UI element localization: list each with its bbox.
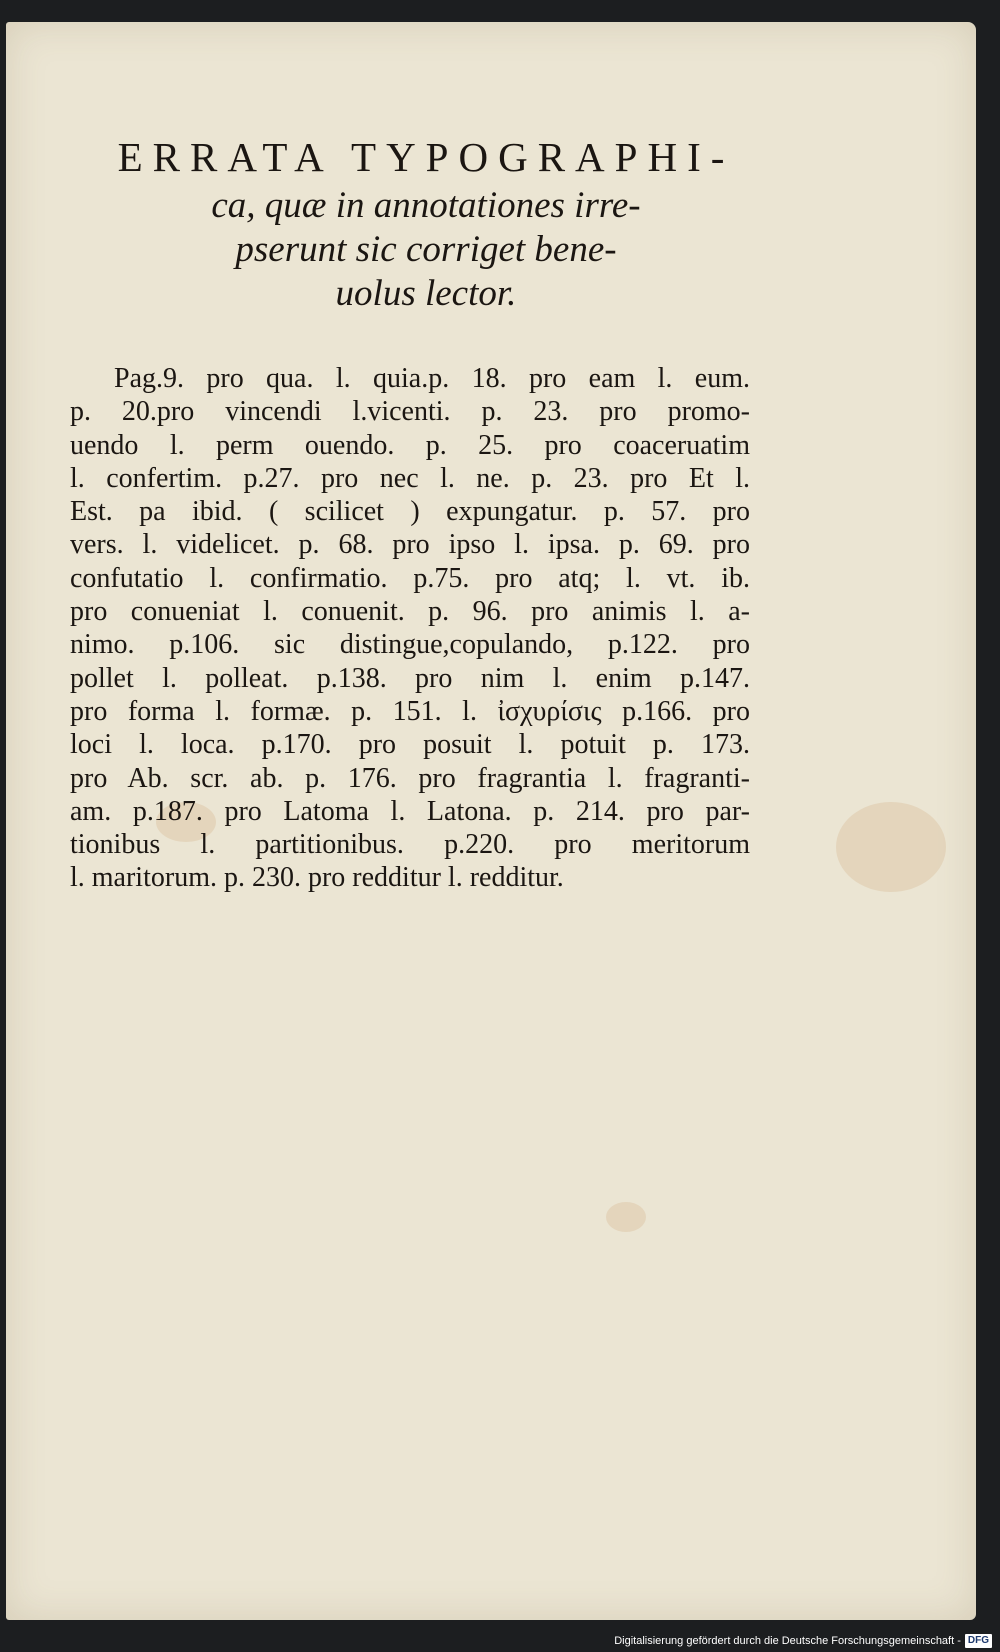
errata-heading — [36, 130, 816, 316]
text-line: pro conueniat l. conuenit. p. 96. pro animis l. a- — [70, 596, 750, 628]
heading-line: ERRATA TYPOGRAPHI- — [117, 134, 735, 180]
text-line: confutatio l. confirmatio. p.75. pro atq; l. vt. ib. — [70, 562, 750, 594]
text-line: loci l. loca. p.170. pro posuit l. potuit p. 173. — [70, 729, 750, 761]
text-line: l. confertim. p.27. pro nec l. ne. p. 23. pro Et l. — [70, 462, 750, 494]
text-line: p. 20.pro vincendi l.vicenti. p. 23. pro promo- — [70, 396, 750, 428]
text-line: vers. l. videlicet. p. 68. pro ipso l. ipsa. p. 69. pro — [70, 529, 750, 561]
text-line: pro Ab. scr. ab. p. 176. pro fragrantia l. fragranti- — [70, 762, 750, 794]
paper-stain — [836, 802, 946, 892]
credit-text: Digitalisierung gefördert durch die Deutsche Forschungsgemeinschaft - — [614, 1635, 961, 1647]
dfg-logo: DFG — [965, 1634, 992, 1648]
digitization-credit — [614, 1633, 992, 1649]
paper-stain — [606, 1202, 646, 1232]
text-line: uendo l. perm ouendo. p. 25. pro coaceruatim — [70, 429, 750, 461]
text-line: tionibus l. partitionibus. p.220. pro meritorum — [70, 829, 750, 861]
heading-line: pserunt sic corriget bene- — [235, 229, 617, 270]
errata-text — [70, 362, 750, 895]
text-line: nimo. p.106. sic distingue,copulando, p.122. pro — [70, 629, 750, 661]
book-page — [6, 22, 976, 1620]
text-line: l. maritorum. p. 230. pro redditur l. redditur. — [70, 862, 564, 894]
text-line: am. p.187. pro Latoma l. Latona. p. 214. pro par- — [70, 795, 750, 827]
text-line: Pag.9. pro qua. l. quia.p. 18. pro eam l. eum. — [114, 363, 750, 394]
heading-line: ca, quæ in annotationes irre- — [211, 185, 641, 226]
text-line: pro forma l. formæ. p. 151. l. ἰσχυρίσις p.166. pro — [70, 695, 750, 727]
heading-line: uolus lector. — [335, 273, 517, 314]
text-line: pollet l. polleat. p.138. pro nim l. enim p.147. — [70, 662, 750, 694]
text-line: Est. pa ibid. ( scilicet ) expungatur. p. 57. pro — [70, 496, 750, 528]
